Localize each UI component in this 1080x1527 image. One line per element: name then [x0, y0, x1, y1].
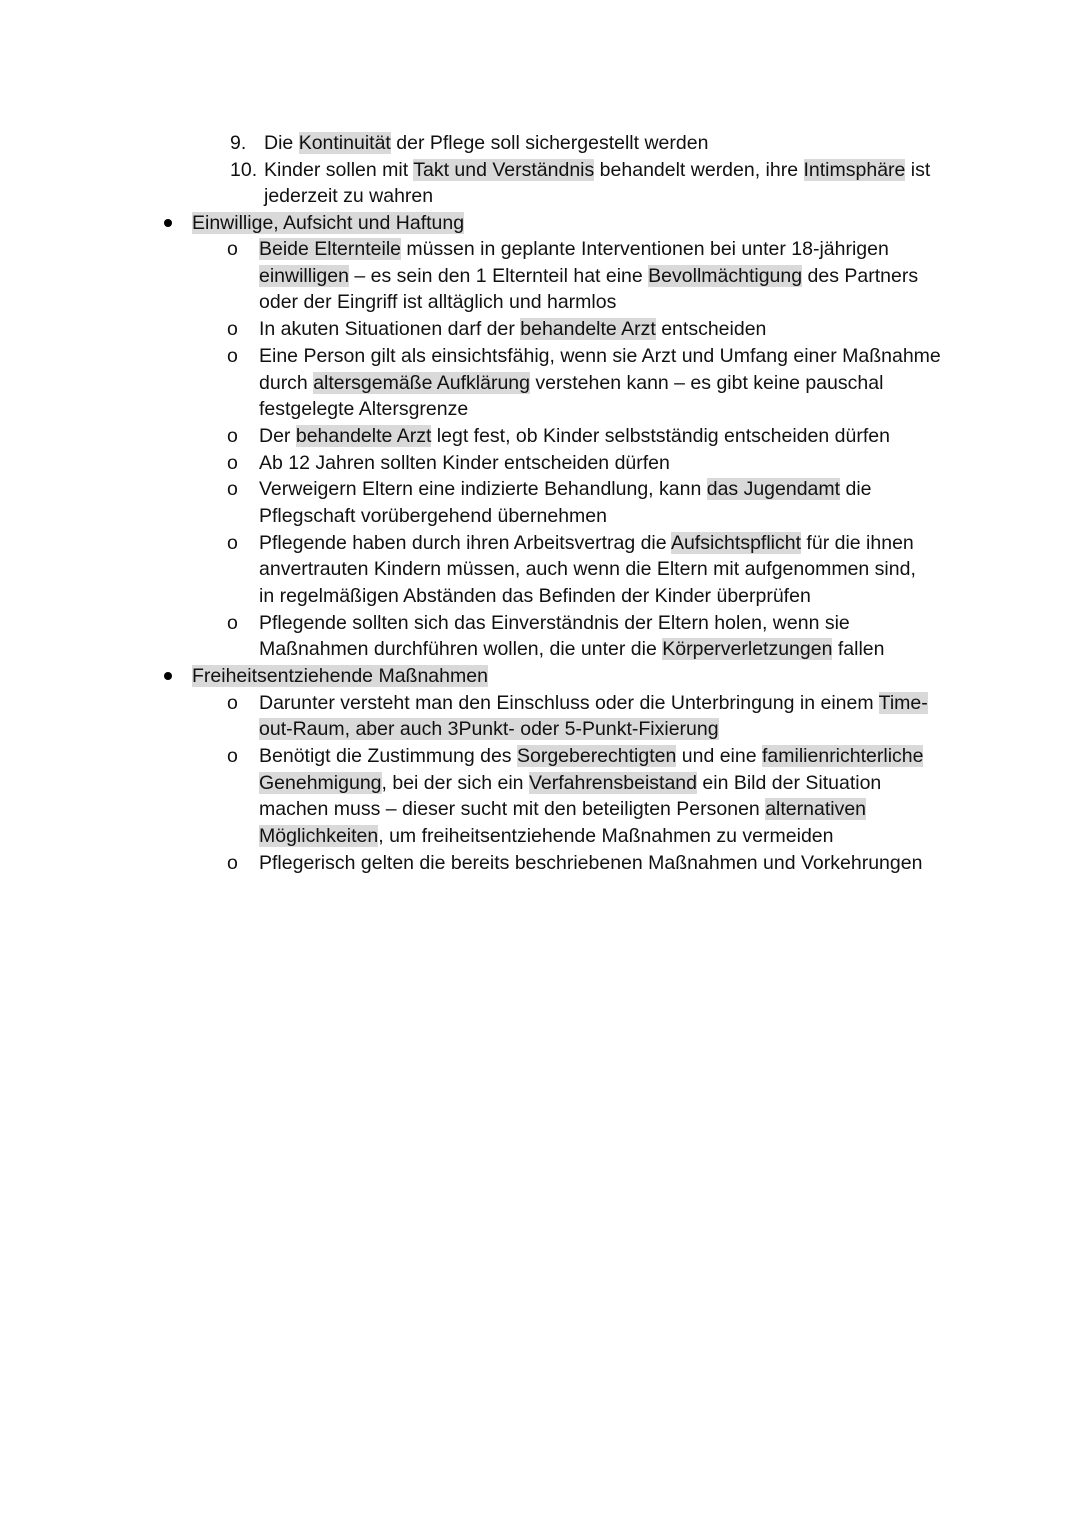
sec2-item2-line2: Genehmigung, bei der sich ein Verfahrensbeistand ein Bild der Situation [259, 772, 882, 794]
sub-bullet-circle: o [227, 345, 238, 367]
sub-bullet-circle: o [227, 612, 238, 634]
sub-bullet-circle: o [227, 238, 238, 260]
sub-bullet-circle: o [227, 692, 238, 714]
sec1-item6-line2: Pflegschaft vorübergehend übernehmen [259, 505, 607, 527]
bullet-dot [164, 219, 172, 227]
list-number-10: 10. [230, 159, 258, 181]
sec2-item2-line4: Möglichkeiten, um freiheitsentziehende Maßnahmen zu vermeiden [259, 825, 834, 847]
sec1-item3-line3: festgelegte Altersgrenze [259, 398, 469, 420]
sec2-item1-line2: out-Raum, aber auch 3Punkt- oder 5-Punkt-Fixierung [259, 718, 719, 740]
sec2-item2-line3: machen muss – dieser sucht mit den beteiligten Personen alternativen [259, 798, 867, 820]
sub-bullet-circle: o [227, 478, 238, 500]
bullet-dot [164, 672, 172, 680]
sub-bullet-circle: o [227, 852, 238, 874]
sec1-item5-line1: Ab 12 Jahren sollten Kinder entscheiden dürfen [259, 452, 670, 474]
sec1-item8-line2: Maßnahmen durchführen wollen, die unter die Körperverletzungen fallen [259, 638, 885, 660]
list-item-9-line-1: Die Kontinuität der Pflege soll sichergestellt werden [264, 132, 709, 154]
sub-bullet-circle: o [227, 532, 238, 554]
sec1-item1-line1: Beide Elternteile müssen in geplante Interventionen bei unter 18-jährigen [259, 238, 889, 260]
sec1-item3-line1: Eine Person gilt als einsichtsfähig, wenn sie Arzt und Umfang einer Maßnahme [259, 345, 941, 367]
list-item-10-line-1: Kinder sollen mit Takt und Verständnis behandelt werden, ihre Intimsphäre ist [264, 159, 931, 181]
sec2-item1-line1: Darunter versteht man den Einschluss oder die Unterbringung in einem Time- [259, 692, 928, 714]
sec2-item2-line1: Benötigt die Zustimmung des Sorgeberechtigten und eine familienrichterliche [259, 745, 924, 767]
list-number-9: 9. [230, 132, 247, 154]
sec1-item7-line1: Pflegende haben durch ihren Arbeitsvertrag die Aufsichtspflicht für die ihnen [259, 532, 914, 554]
sec1-item1-line3: oder der Eingriff ist alltäglich und harmlos [259, 291, 617, 313]
sec1-item2-line1: In akuten Situationen darf der behandelte Arzt entscheiden [259, 318, 767, 340]
sec1-item7-line3: in regelmäßigen Abständen das Befinden der Kinder überprüfen [259, 585, 811, 607]
highlight-kontinuitaet: Kontinuität [298, 132, 391, 154]
sec1-item4-line1: Der behandelte Arzt legt fest, ob Kinder selbstständig entscheiden dürfen [259, 425, 890, 447]
sec1-item6-line1: Verweigern Eltern eine indizierte Behandlung, kann das Jugendamt die [259, 478, 872, 500]
sec1-item8-line1: Pflegende sollten sich das Einverständnis der Eltern holen, wenn sie [259, 612, 850, 634]
sub-bullet-circle: o [227, 318, 238, 340]
sec1-item1-line2: einwilligen – es sein den 1 Elternteil hat eine Bevollmächtigung des Partners [259, 265, 919, 287]
sub-bullet-circle: o [227, 425, 238, 447]
sec1-item7-line2: anvertrauten Kindern müssen, auch wenn die Eltern mit aufgenommen sind, [259, 558, 916, 580]
sub-bullet-circle: o [227, 452, 238, 474]
section-heading-einwillige: Einwillige, Aufsicht und Haftung [192, 212, 465, 234]
sub-bullet-circle: o [227, 745, 238, 767]
sec2-item3-line1: Pflegerisch gelten die bereits beschriebenen Maßnahmen und Vorkehrungen [259, 852, 923, 874]
sec1-item3-line2: durch altersgemäße Aufklärung verstehen kann – es gibt keine pauschal [259, 372, 884, 394]
list-item-10-line-2: jederzeit zu wahren [264, 185, 434, 207]
section-heading-freiheitsentziehend: Freiheitsentziehende Maßnahmen [192, 665, 488, 687]
